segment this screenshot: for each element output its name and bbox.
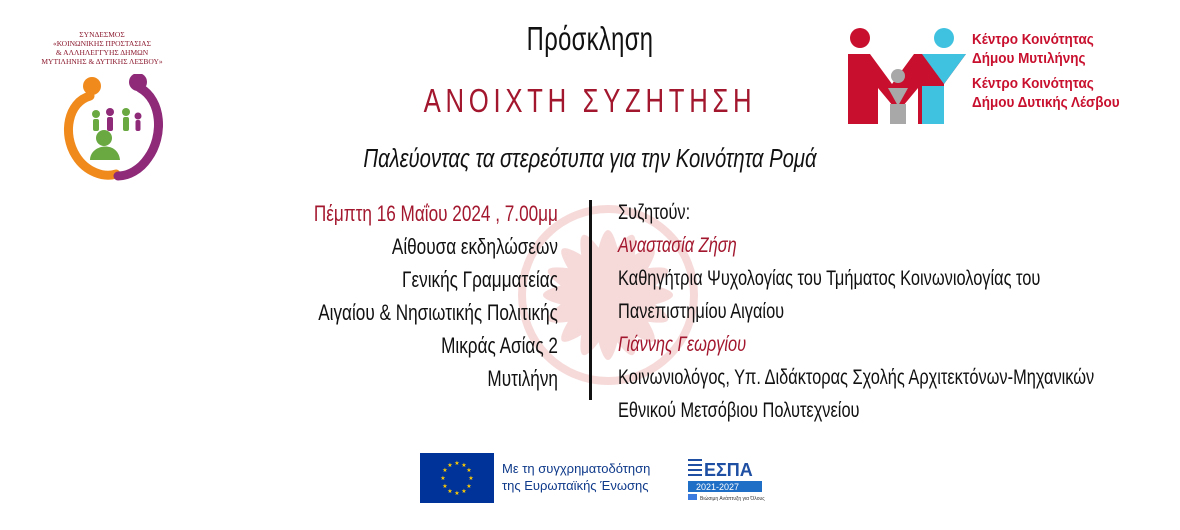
venue-line: Μικράς Ασίας 2 bbox=[441, 333, 558, 358]
community-center-line: Δήμου Μυτιλήνης bbox=[972, 50, 1086, 67]
speaker-name: Γιάννης Γεωργίου bbox=[618, 333, 747, 356]
svg-text:★: ★ bbox=[442, 467, 448, 474]
espa-logo bbox=[686, 452, 766, 504]
svg-text:★: ★ bbox=[468, 475, 474, 482]
svg-text:★: ★ bbox=[454, 490, 460, 497]
community-center-line: Κέντρο Κοινότητας bbox=[972, 75, 1094, 92]
svg-text:★: ★ bbox=[454, 460, 460, 467]
event-date-time: Πέμπτη 16 Μαΐου 2024 , 7.00μμ bbox=[313, 201, 558, 226]
venue-line: Αίθουσα εκδηλώσεων bbox=[391, 234, 558, 259]
speaker-name: Αναστασία Ζήση bbox=[618, 234, 737, 257]
community-center-line: Δήμου Δυτικής Λέσβου bbox=[972, 94, 1120, 111]
event-tagline: Παλεύοντας τα στερεότυπα για την Κοινότητα Ρομά bbox=[363, 143, 817, 173]
speaker-role-line: Πανεπιστημίου Αιγαίου bbox=[618, 300, 785, 323]
espa-slogan: Βιώσιμη Ανάπτυξη για Όλους bbox=[700, 496, 765, 502]
speaker-role-line: Καθηγήτρια Ψυχολογίας του Τμήματος Κοινωνιολογίας του bbox=[618, 267, 1041, 290]
eu-flag-icon bbox=[420, 453, 494, 503]
svg-text:★: ★ bbox=[466, 483, 472, 490]
page-title: Πρόσκληση bbox=[526, 20, 654, 57]
svg-text:★: ★ bbox=[466, 467, 472, 474]
association-line: ΜΥΤΙΛΗΝΗΣ & ΔΥΤΙΚΗΣ ΛΕΣΒΟΥ» bbox=[41, 57, 163, 66]
event-subtitle: ΑΝΟΙΧΤΗ ΣΥΖΗΤΗΣΗ bbox=[423, 82, 757, 119]
event-details bbox=[245, 197, 558, 395]
espa-years: 2021-2027 bbox=[696, 482, 740, 492]
community-center-names bbox=[972, 30, 1136, 112]
venue-line: Αιγαίου & Νησιωτικής Πολιτικής bbox=[318, 300, 558, 325]
svg-text:★: ★ bbox=[440, 475, 446, 482]
association-line: «ΚΟΙΝΩΝΙΚΗΣ ΠΡΟΣΤΑΣΙΑΣ bbox=[53, 39, 151, 48]
speaker-role-line: Κοινωνιολόγος, Υπ. Διδάκτορας Σχολής Αρχιτεκτόνων-Μηχανικών bbox=[618, 366, 1095, 389]
svg-text:★: ★ bbox=[442, 483, 448, 490]
espa-label: ΕΣΠΑ bbox=[704, 460, 753, 480]
funding-line: της Ευρωπαϊκής Ένωσης bbox=[502, 478, 649, 493]
svg-text:★: ★ bbox=[447, 488, 453, 495]
venue-line: Γενικής Γραμματείας bbox=[402, 267, 558, 292]
speaker-role-line: Εθνικού Μετσόβιου Πολυτεχνείου bbox=[618, 399, 860, 422]
speakers-heading: Συζητούν: bbox=[618, 201, 691, 224]
funding-line: Με τη συγχρηματοδότηση bbox=[502, 461, 651, 476]
community-center-logo bbox=[848, 28, 966, 124]
venue-line: Μυτιλήνη bbox=[487, 366, 558, 391]
svg-text:★: ★ bbox=[447, 462, 453, 469]
column-divider bbox=[589, 200, 592, 400]
eu-funding-statement bbox=[502, 460, 650, 494]
svg-text:★: ★ bbox=[461, 462, 467, 469]
svg-text:★: ★ bbox=[461, 488, 467, 495]
community-center-line: Κέντρο Κοινότητας bbox=[972, 31, 1094, 48]
association-name bbox=[22, 30, 182, 66]
association-line: & ΑΛΛΗΛΕΓΓΥΗΣ ΔΗΜΩΝ bbox=[55, 48, 149, 57]
speakers-section bbox=[618, 196, 1180, 427]
association-line: ΣΥΝΔΕΣΜΟΣ bbox=[79, 30, 125, 39]
